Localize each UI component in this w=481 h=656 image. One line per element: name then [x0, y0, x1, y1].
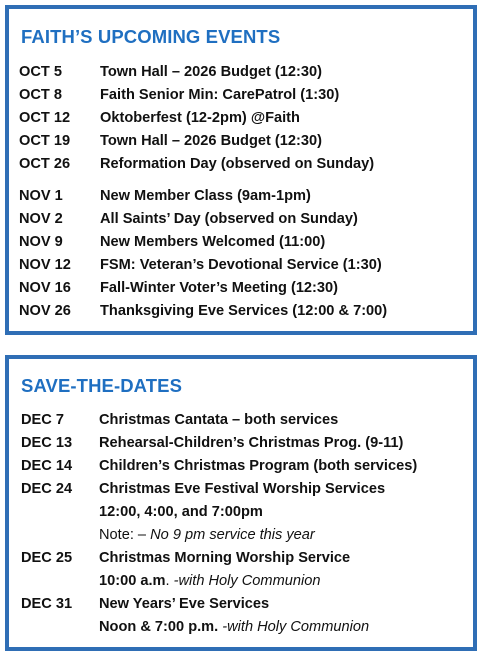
event-date: DEC 25: [21, 550, 73, 566]
event-description: Oktoberfest (12-2pm) @Faith: [100, 110, 300, 126]
event-date: OCT 26: [19, 156, 71, 172]
event-description: Rehearsal-Children’s Christmas Prog. (9-11): [99, 435, 404, 451]
event-time: 10:00 a.m: [99, 573, 166, 589]
save-the-dates-panel: [5, 355, 477, 651]
event-description: Town Hall – 2026 Budget (12:30): [100, 133, 322, 149]
event-description: Christmas Morning Worship Service: [99, 550, 351, 566]
event-date: OCT 12: [19, 110, 71, 126]
event-detail: -with Holy Communion: [222, 619, 370, 635]
event-description: Faith Senior Min: CarePatrol (1:30): [100, 87, 340, 103]
time-separator: .: [165, 573, 170, 589]
upcoming-events-heading: FAITH’S UPCOMING EVENTS: [21, 26, 281, 47]
event-date: OCT 5: [19, 64, 62, 80]
event-date: NOV 12: [19, 257, 71, 273]
event-description: Town Hall – 2026 Budget (12:30): [100, 64, 322, 80]
event-note: [99, 524, 315, 546]
event-description: Christmas Cantata – both services: [99, 412, 339, 428]
event-times: [99, 570, 320, 592]
event-date: DEC 24: [21, 481, 73, 497]
event-times: 12:00, 4:00, and 7:00pm: [99, 504, 263, 520]
event-time: Noon & 7:00 p.m.: [99, 619, 219, 635]
event-times: [99, 616, 369, 638]
note-text: No 9 pm service this year: [150, 527, 315, 543]
note-label: Note: –: [99, 527, 147, 543]
event-date: DEC 13: [21, 435, 73, 451]
event-date: OCT 19: [19, 133, 71, 149]
event-date: NOV 16: [19, 280, 71, 296]
event-description: Children’s Christmas Program (both services): [99, 458, 418, 474]
event-date: NOV 2: [19, 211, 63, 227]
event-date: NOV 26: [19, 303, 71, 319]
event-date: OCT 8: [19, 87, 62, 103]
event-date: NOV 1: [19, 188, 63, 204]
event-description: Christmas Eve Festival Worship Services: [99, 481, 386, 497]
event-detail: -with Holy Communion: [173, 573, 321, 589]
event-date: DEC 14: [21, 458, 73, 474]
event-description: Reformation Day (observed on Sunday): [100, 156, 375, 172]
event-description: Fall-Winter Voter’s Meeting (12:30): [100, 280, 339, 296]
event-description: New Members Welcomed (11:00): [100, 234, 326, 250]
event-description: New Years’ Eve Services: [99, 596, 270, 612]
upcoming-events-panel: [5, 5, 477, 335]
event-description: All Saints’ Day (observed on Sunday): [100, 211, 358, 227]
event-date: DEC 7: [21, 412, 64, 428]
event-description: New Member Class (9am-1pm): [100, 188, 311, 204]
event-date: DEC 31: [21, 596, 73, 612]
event-description: FSM: Veteran’s Devotional Service (1:30): [100, 257, 382, 273]
save-the-dates-heading: SAVE-THE-DATES: [21, 375, 183, 396]
event-date: NOV 9: [19, 234, 63, 250]
event-description: Thanksgiving Eve Services (12:00 & 7:00): [100, 303, 388, 319]
